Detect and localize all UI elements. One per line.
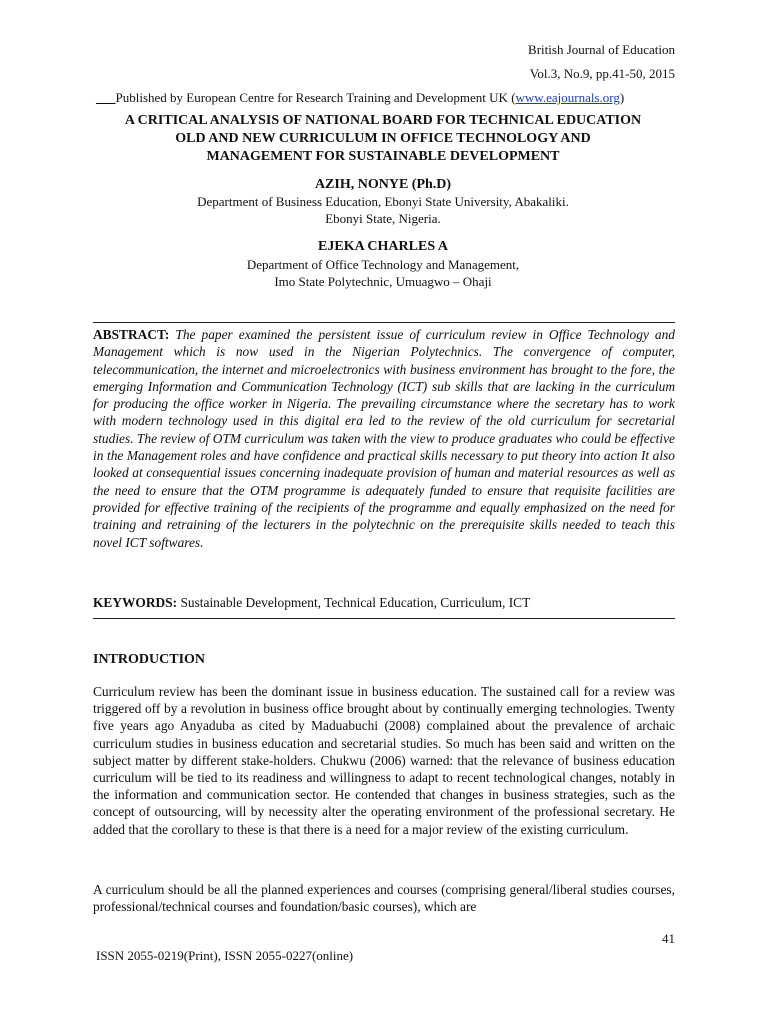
title-line-1: A CRITICAL ANALYSIS OF NATIONAL BOARD FOR TECHNICAL EDUCATION bbox=[124, 113, 642, 128]
keywords-text: Sustainable Development, Technical Education, Curriculum, ICT bbox=[180, 595, 531, 610]
section-heading-introduction: INTRODUCTION bbox=[93, 652, 206, 667]
keywords-label: KEYWORDS: bbox=[93, 595, 178, 610]
author-1-location: Ebonyi State, Nigeria. bbox=[325, 211, 441, 226]
intro-paragraph-1: Curriculum review has been the dominant issue in business education. The sustained call for a review was triggered off by a revolution in business office brought about by continually emerging technologies. Twenty five years ago Anyaduba as cited by Maduabuchi (2008) complained about the prevalence of archaic curriculum studies in business education and secretarial studies. So much has been said and written on the subject matter by different stake-holders. Chukwu (2006) warned: that the relevance of business education curriculum will be tied to its readiness and willingness to adapt to recent technological changes, notably in the information and communication sector. He contended that changes in business strategies, such as the concept of outsourcing, will by necessity alter the operating environment of the professional secretary. He added that the corollary to these is that there is a need for a major review of the existing curriculum. bbox=[93, 684, 675, 837]
author-2-name: EJEKA CHARLES A bbox=[318, 239, 448, 254]
author-2-location: Imo State Polytechnic, Umuagwo – Ohaji bbox=[274, 274, 492, 289]
publisher-close: ) bbox=[619, 90, 625, 105]
abstract bbox=[93, 326, 675, 551]
volume-info: Vol.3, No.9, pp.41-50, 2015 bbox=[529, 66, 675, 81]
publisher-link[interactable]: www.eajournals.org bbox=[515, 90, 620, 105]
abstract-text: The paper examined the persistent issue of curriculum review in Office Technology and Management which is now used in the Nigerian Polytechnics. The convergence of computer, telecommunication, the internet and microelectronics with business environment has brought to the fore, the emerging Information and Communication Technology (ICT) sub skills that are lacking in the curriculum for producing the office worker in Nigeria. The prevailing circumstance where the secretary has to work with modern technology used in this digital era led to the review of the old curriculum for secretarial studies. The review of OTM curriculum was taken with the view to produce graduates who could be effective in the Management roles and have confidence and practical skills necessary to put theory into action It also looked at consequential issues concerning inadequate provision of human and material resources as well as the need to ensure that the OTM programme is adequately funded to ensure that requisite facilities are provided for effective training of the recipients of the programme and equally emphasized on the need for training and retraining of the lecturers in the polytechnic on the prerequisite skills needed to teach this novel ICT softwares. bbox=[93, 327, 675, 550]
paper-title bbox=[90, 112, 676, 166]
title-line-3: MANAGEMENT FOR SUSTAINABLE DEVELOPMENT bbox=[206, 149, 560, 164]
page-number: 41 bbox=[662, 931, 675, 946]
abstract-top-rule bbox=[93, 322, 675, 323]
intro-paragraph-2: A curriculum should be all the planned experiences and courses (comprising general/liberal studies courses, professional/technical courses and foundation/basic courses), which are bbox=[93, 882, 675, 915]
issn-footer: ISSN 2055-0219(Print), ISSN 2055-0227(online) bbox=[96, 948, 354, 963]
publisher-line bbox=[96, 90, 624, 106]
publisher-text: Published by European Centre for Research Training and Development UK ( bbox=[115, 90, 516, 105]
abstract-label: ABSTRACT: bbox=[93, 327, 170, 342]
author-1-affiliation: Department of Business Education, Ebonyi State University, Abakaliki. bbox=[197, 194, 569, 209]
author-1-name: AZIH, NONYE (Ph.D) bbox=[314, 177, 452, 192]
title-line-2: OLD AND NEW CURRICULUM IN OFFICE TECHNOLOGY AND bbox=[175, 131, 591, 146]
journal-name: British Journal of Education bbox=[528, 42, 675, 57]
author-2-affiliation: Department of Office Technology and Management, bbox=[246, 257, 520, 272]
abstract-bottom-rule bbox=[93, 618, 675, 619]
publisher-underline: ___ bbox=[96, 90, 116, 105]
keywords bbox=[93, 594, 675, 611]
